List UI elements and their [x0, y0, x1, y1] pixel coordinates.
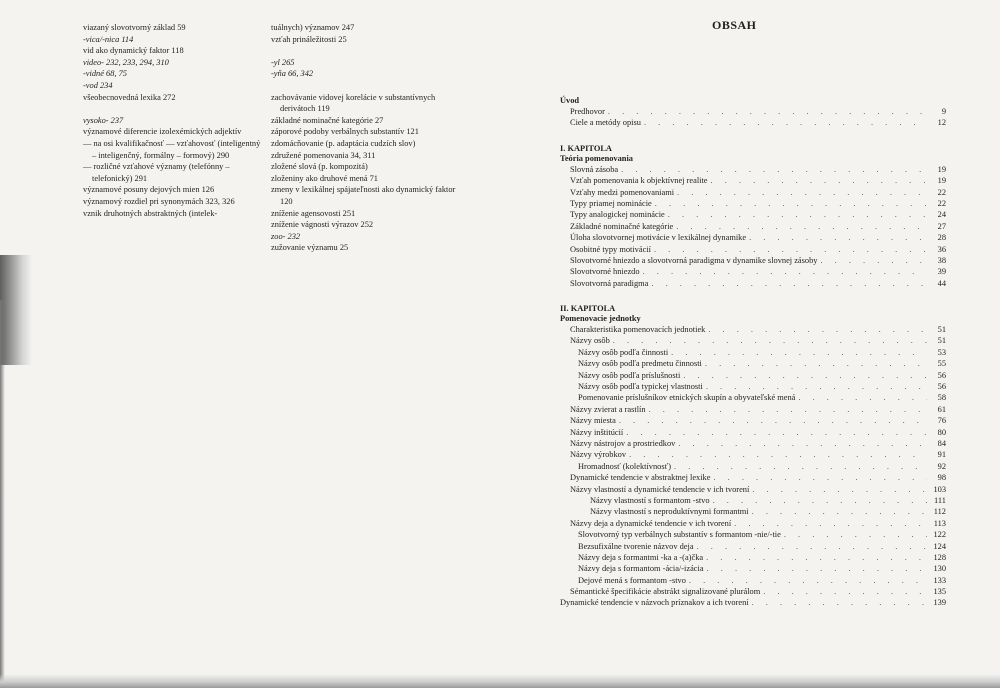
toc-entry-page: 9: [941, 107, 946, 116]
toc-entry-page: 133: [933, 575, 946, 585]
toc-entry[interactable]: [560, 506, 946, 517]
toc-entry-label: Hromadnosť (kolektívnosť): [578, 461, 671, 471]
index-entry: zložené slová (p. kompozitá): [271, 162, 368, 172]
index-entry: zachovávanie vidovej korelácie v substantívnych derivátoch 119: [271, 92, 436, 114]
toc-entry[interactable]: [560, 278, 946, 289]
toc-entry-page: 56: [937, 370, 946, 380]
toc-entry-label: Názvy inštitúcií: [570, 427, 624, 437]
toc-entry-page: 36: [937, 244, 946, 254]
toc-entry-label: Názvy vlastností s neproduktívnymi formantmi: [590, 507, 749, 517]
toc-entry-page: 24: [937, 210, 946, 220]
toc-entry-page: 27: [937, 221, 946, 231]
toc-dot-leader: [654, 244, 927, 255]
toc-section-subheading: Pomenovacie jednotky: [560, 314, 641, 324]
toc-dot-leader: [705, 358, 927, 369]
index-entry: — rozličné vzťahové významy (telefónny – telefonický) 291: [83, 162, 230, 183]
toc-entry-label: Názvy zvierat a rastlín: [570, 404, 646, 414]
toc-entry-label: Názvy deja s formantmi -ka a -(a)čka: [578, 552, 704, 562]
toc-dot-leader: [713, 495, 927, 506]
toc-entry-label: Bezsufixálne tvorenie názvov deja: [578, 541, 694, 551]
toc-entry-page: 91: [937, 450, 946, 460]
toc-entry-label: Základné nominačné kategórie: [570, 221, 674, 231]
toc-entry-label: Dynamické tendencie v názvoch príznakov a ich tvorení: [560, 598, 749, 608]
toc-dot-leader: [629, 449, 927, 460]
index-entry: tuálnych) významov 247: [271, 23, 355, 32]
toc-dot-leader: [671, 347, 927, 358]
toc-dot-leader: [706, 381, 927, 392]
toc-entry-page: 56: [937, 382, 946, 392]
toc-entry-label: Názvy osôb podľa predmetu činnosti: [578, 359, 702, 369]
index-entry: zníženie agensovosti 251: [271, 208, 356, 218]
toc-entry-label: Názvy osôb: [570, 336, 610, 346]
toc-dot-leader: [649, 404, 927, 415]
toc-entry[interactable]: [560, 358, 946, 369]
toc-entry-page: 22: [937, 198, 946, 208]
index-entry: vid ako dynamický faktor 118: [83, 46, 184, 56]
toc-entry-page: 130: [933, 564, 946, 574]
toc-entry-label: Sémantické špecifikácie abstrákt signalizované plurálom: [570, 587, 761, 597]
toc-dot-leader: [683, 370, 927, 381]
toc-entry[interactable]: [560, 335, 946, 346]
toc-entry[interactable]: [560, 427, 946, 438]
toc-entry[interactable]: [560, 187, 946, 198]
toc-entry-label: Charakteristika pomenovacích jednotiek: [570, 325, 706, 335]
index-entry: -yňa 66, 342: [271, 69, 314, 79]
index-column-right: [271, 22, 461, 254]
toc-dot-leader: [644, 117, 927, 128]
toc-entry[interactable]: [560, 518, 946, 529]
toc-entry-page: 128: [933, 552, 946, 562]
toc-dot-leader: [689, 575, 927, 586]
index-entry: významové diferencie izolexémických adjektív: [83, 127, 242, 137]
toc-entry-page: 139: [933, 598, 946, 608]
toc-entry[interactable]: [560, 232, 946, 243]
toc-entry-page: 111: [934, 495, 946, 505]
toc-entry-page: 53: [937, 347, 946, 357]
toc-dot-leader: [752, 597, 927, 608]
toc-entry-label: Ciele a metódy opisu: [570, 118, 641, 128]
index-entry: významový rozdiel pri synonymách 323, 326: [83, 196, 235, 206]
toc-entry-page: 58: [937, 393, 946, 403]
index-entry: zoo- 232: [271, 231, 301, 241]
toc-entry-page: 51: [937, 325, 946, 335]
toc-dot-leader: [820, 255, 927, 266]
toc-entry-label: Predhovor: [570, 107, 605, 116]
toc-entry[interactable]: [560, 381, 946, 392]
toc-entry[interactable]: [560, 495, 946, 506]
toc-entry-page: 28: [937, 233, 946, 243]
index-entry: video- 232, 233, 294, 310: [83, 57, 169, 67]
toc-entry-label: Typy analogickej nominácie: [570, 210, 665, 220]
toc-dot-leader: [613, 335, 927, 346]
toc-entry[interactable]: [560, 117, 946, 128]
toc-entry[interactable]: [560, 563, 946, 574]
toc-dot-leader: [668, 209, 927, 220]
toc-section-heading: Úvod: [560, 96, 580, 105]
toc-entry-label: Slovotvorné hniezdo: [570, 267, 640, 277]
toc-entry-page: 12: [937, 118, 946, 128]
toc-dot-leader: [697, 541, 927, 552]
toc-entry[interactable]: [560, 586, 946, 597]
toc-dot-leader: [643, 266, 927, 277]
toc-entry[interactable]: [560, 266, 946, 277]
toc-entry[interactable]: [560, 324, 946, 335]
index-entry: zloženiny ako druhové mená 71: [271, 173, 378, 183]
toc-entry-label: Pomenovanie príslušníkov etnických skupín a obyvateľské mená: [578, 393, 796, 403]
toc-entry-label: Typy priamej nominácie: [570, 198, 652, 208]
toc-dot-leader: [706, 552, 927, 563]
index-entry: záporové podoby verbálnych substantív 121: [271, 127, 419, 137]
toc-entry-page: 22: [937, 187, 946, 197]
toc-dot-leader: [655, 198, 927, 209]
toc-entry-label: Vzťah pomenovania k objektívnej realite: [570, 176, 708, 186]
toc-entry-page: 124: [933, 541, 946, 551]
toc-entry-label: Názvy vlastností s formantom -stvo: [590, 495, 710, 505]
toc-entry-page: 112: [933, 507, 946, 517]
toc-dot-leader: [674, 461, 927, 472]
toc-dot-leader: [798, 392, 927, 403]
toc-entry[interactable]: [560, 541, 946, 552]
toc-entry[interactable]: [560, 529, 946, 540]
index-entry: vznik druhotných abstraktných (intelek-: [83, 208, 218, 218]
toc-entry[interactable]: [560, 347, 946, 358]
toc-entry[interactable]: [560, 209, 946, 220]
toc-dot-leader: [734, 518, 927, 529]
toc-dot-leader: [711, 175, 927, 186]
index-entry: základné nominačné kategórie 27: [271, 115, 384, 125]
toc-section-heading: II. KAPITOLA: [560, 304, 616, 314]
toc-entry-page: 38: [937, 255, 946, 265]
toc-entry-page: 84: [937, 438, 946, 448]
toc-entry[interactable]: [560, 392, 946, 403]
toc-dot-leader: [749, 232, 927, 243]
index-entry: zmeny v lexikálnej spájateľnosti ako dynamický faktor 120: [271, 185, 456, 206]
index-entry: zníženie vágnosti výrazov 252: [271, 220, 374, 230]
toc-entry-label: Názvy osôb podľa typickej vlastnosti: [578, 382, 703, 392]
toc-entry-page: 135: [933, 587, 946, 597]
index-entry: -vica/-nica 114: [83, 34, 134, 44]
toc-dot-leader: [752, 506, 927, 517]
toc-entry[interactable]: [560, 106, 946, 117]
toc-entry-label: Názvy nástrojov a prostriedkov: [570, 438, 676, 448]
toc-entry-label: Osobitné typy motivácií: [570, 244, 651, 254]
toc-entry-label: Názvy výrobkov: [570, 450, 627, 460]
index-entry: zdomácňovanie (p. adaptácia cudzích slov): [271, 138, 416, 148]
toc-entry-page: 51: [937, 336, 946, 346]
toc-entry-label: Slovná zásoba: [570, 164, 619, 174]
index-entry: — na osi kvalifikačnosť — vzťahovosť (inteligentný – inteligenčný, formálny – formový) 290: [83, 138, 261, 160]
toc-entry[interactable]: [560, 552, 946, 563]
toc-entry[interactable]: [560, 415, 946, 426]
toc-dot-leader: [619, 415, 927, 426]
table-of-contents: [560, 95, 946, 609]
index-column-left: [83, 22, 265, 219]
toc-entry-page: 19: [937, 176, 946, 186]
toc-entry-label: Názvy deja a dynamické tendencie v ich tvorení: [570, 518, 732, 528]
toc-dot-leader: [752, 484, 927, 495]
toc-entry-label: Vzťahy medzi pomenovaniami: [570, 187, 675, 197]
toc-dot-leader: [708, 324, 927, 335]
index-entry: vzťah prináležitosti 25: [271, 34, 347, 44]
toc-entry-label: Dynamické tendencie v abstraktnej lexike: [570, 473, 711, 483]
toc-entry-page: 76: [937, 416, 946, 426]
toc-entry-page: 92: [937, 461, 946, 471]
page-edge-shadow: [0, 300, 5, 688]
toc-entry[interactable]: [560, 597, 946, 608]
toc-title: OBSAH: [712, 18, 757, 32]
toc-entry[interactable]: [560, 221, 946, 232]
toc-entry[interactable]: [560, 461, 946, 472]
toc-entry-label: Názvy deja s formantom -ácia/-izácia: [578, 564, 704, 574]
index-entry: všeobecnovedná lexika 272: [83, 92, 176, 102]
toc-entry-label: Dejové mená s formantom -stvo: [578, 575, 686, 585]
index-entry: viazaný slovotvorný základ 59: [83, 23, 186, 32]
toc-entry[interactable]: [560, 438, 946, 449]
index-entry: -vod 234: [83, 80, 113, 90]
toc-entry-label: Slovotvorná paradigma: [570, 278, 649, 288]
toc-entry-page: 103: [933, 484, 946, 494]
toc-entry[interactable]: [560, 244, 946, 255]
toc-entry-label: Slovotvorné hniezdo a slovotvorná paradigma v dynamike slovnej zásoby: [570, 255, 818, 265]
toc-section-subheading: Teória pomenovania: [560, 153, 633, 163]
toc-entry-page: 44: [937, 278, 946, 288]
toc-dot-leader: [626, 427, 927, 438]
toc-dot-leader: [651, 278, 927, 289]
toc-dot-leader: [784, 529, 927, 540]
toc-entry[interactable]: [560, 484, 946, 495]
toc-entry[interactable]: [560, 198, 946, 209]
toc-entry-page: 113: [933, 518, 946, 528]
toc-entry[interactable]: [560, 164, 946, 175]
toc-entry[interactable]: [560, 255, 946, 266]
toc-dot-leader: [678, 438, 927, 449]
toc-entry-page: 19: [937, 164, 946, 174]
index-entry: zužovanie významu 25: [271, 243, 349, 253]
toc-entry-label: Úloha slovotvornej motivácie v lexikálnej dynamike: [570, 233, 747, 243]
toc-entry[interactable]: [560, 472, 946, 483]
bottom-edge-shadow: [0, 674, 1000, 688]
index-entry: -vidné 68, 75: [83, 69, 127, 79]
index-entry: -yl 265: [271, 57, 295, 67]
toc-dot-leader: [621, 164, 927, 175]
toc-entry[interactable]: [560, 404, 946, 415]
index-entry: významové posuny dejových mien 126: [83, 185, 215, 195]
toc-dot-leader: [676, 221, 927, 232]
toc-dot-leader: [713, 472, 927, 483]
toc-entry-page: 80: [937, 427, 946, 437]
toc-entry-page: 122: [933, 530, 946, 540]
toc-dot-leader: [763, 586, 927, 597]
toc-entry-label: Názvy miesta: [570, 416, 616, 426]
index-entry: vysoko- 237: [83, 115, 124, 125]
toc-entry-label: Názvy osôb podľa činnosti: [578, 347, 669, 357]
toc-entry[interactable]: [560, 449, 946, 460]
toc-entry-label: Názvy osôb podľa príslušnosti: [578, 370, 681, 380]
toc-entry-label: Názvy vlastností a dynamické tendencie v ich tvorení: [570, 484, 750, 494]
toc-dot-leader: [677, 187, 927, 198]
toc-dot-leader: [707, 563, 927, 574]
toc-entry[interactable]: [560, 575, 946, 586]
toc-entry-page: 98: [937, 473, 946, 483]
toc-entry-page: 61: [937, 404, 946, 414]
toc-entry[interactable]: [560, 175, 946, 186]
toc-entry-page: 39: [937, 267, 946, 277]
toc-entry-label: Slovotvorný typ verbálnych substantív s formantom -nie/-tie: [578, 530, 781, 540]
toc-dot-leader: [608, 106, 927, 117]
index-entry: združené pomenovania 34, 311: [271, 150, 376, 160]
toc-entry[interactable]: [560, 370, 946, 381]
toc-section-heading: I. KAPITOLA: [560, 143, 612, 153]
toc-entry-page: 55: [937, 359, 946, 369]
